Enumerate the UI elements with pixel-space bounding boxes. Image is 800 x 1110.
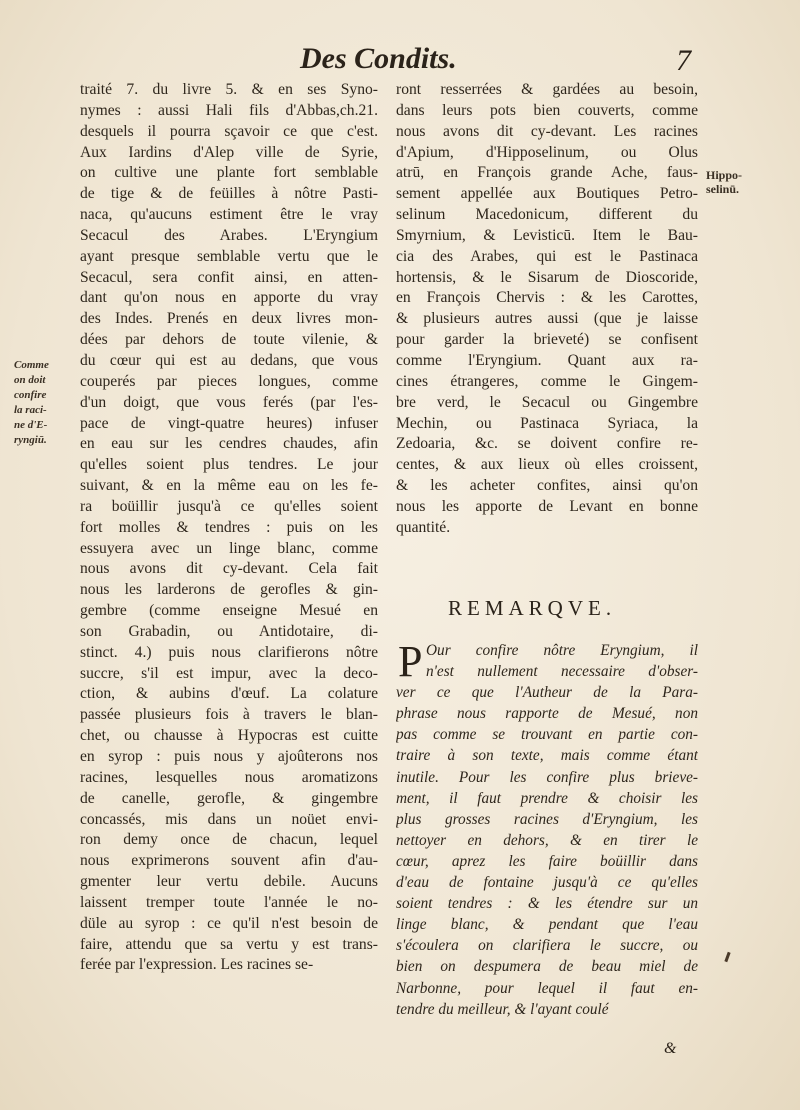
text-line: racines, lesquelles nous aromatizons bbox=[80, 768, 378, 786]
text-line: d'un doigt, que vous ferés (par l'es- bbox=[80, 393, 378, 411]
margin-note-line: on doit bbox=[14, 374, 46, 386]
text-line: des Indes. Prenés en deux livres mon- bbox=[80, 310, 378, 328]
text-line: nous exprimerons souvent afin d'au- bbox=[80, 852, 378, 870]
margin-note-line: selinū. bbox=[706, 182, 740, 196]
text-line: stinct. 4.) puis nous clarifierons nôtre bbox=[80, 643, 378, 661]
margin-note-left bbox=[14, 358, 74, 448]
text-line: couperés par pieces longues, comme bbox=[80, 372, 378, 390]
text-line: quantité. bbox=[396, 518, 451, 536]
remarque-line: d'eau de fontaine jusqu'à ce qu'elles bbox=[396, 874, 698, 892]
text-line: ction, & aubins d'œuf. La colature bbox=[80, 685, 378, 703]
text-line: de canelle, gerofle, & gingembre bbox=[80, 789, 378, 807]
text-line: desquels il pourra sçavoir ce que c'est. bbox=[80, 122, 378, 140]
remarque-line: ver ce que l'Autheur de la Para- bbox=[396, 684, 698, 702]
text-line: Zedoaria, &c. se doivent confire re- bbox=[396, 435, 698, 453]
text-line: fort molles & tendres : puis on les bbox=[80, 518, 378, 536]
text-line: traité 7. du livre 5. & en ses Syno- bbox=[80, 81, 378, 98]
remarque-line: soient tendres : & les étendre sur un bbox=[396, 895, 698, 913]
running-title: Des Condits. bbox=[300, 42, 457, 75]
text-line: nymes : aussi Hali fils d'Abbas,ch.21. bbox=[80, 101, 378, 119]
margin-note-line: ryngiū. bbox=[14, 434, 47, 446]
text-line: ron demy once de chacun, lequel bbox=[80, 831, 378, 849]
margin-note-line: ne d'E- bbox=[14, 419, 48, 431]
text-line: en eau sur les cendres chaudes, afin bbox=[80, 435, 378, 453]
text-line: pour garder la brieveté) se confisent bbox=[396, 331, 698, 349]
text-line: ayant presque semblable vertu que le bbox=[80, 247, 378, 265]
text-line: qu'elles soient plus tendres. Le jour bbox=[80, 456, 378, 474]
text-line: ferée par l'expression. Les racines se- bbox=[80, 956, 314, 974]
margin-note-line: confire bbox=[14, 389, 47, 401]
text-line: atrū, en François grande Ache, faus- bbox=[396, 164, 698, 182]
remarque-line: cœur, aprez les faire boüillir dans bbox=[396, 852, 698, 870]
text-line: cines étrangeres, comme le Gingem- bbox=[396, 372, 698, 390]
text-line: Aux Iardins d'Alep ville de Syrie, bbox=[80, 143, 378, 161]
text-line: de tige & de feüilles à nôtre Pasti- bbox=[80, 185, 378, 203]
text-line: dées par dehors de toute vilenie, & bbox=[80, 331, 378, 349]
remarque-line: plus grosses racines d'Eryngium, les bbox=[396, 810, 698, 828]
text-line: en François Chervis : & les Carottes, bbox=[396, 289, 698, 307]
remarque-line: phrase nous rapporte de Mesué, non bbox=[396, 705, 698, 723]
remarque-line: Narbonne, pour lequel il faut en- bbox=[396, 979, 698, 997]
text-line: du cœur qui est au dedans, que vous bbox=[80, 351, 378, 369]
text-line: Mechin, ou Pastinaca Syriaca, la bbox=[396, 414, 698, 432]
text-line: passée plusieurs fois à travers le blan- bbox=[80, 706, 378, 724]
text-line: Smyrnium, & Levisticū. Item le Bau- bbox=[396, 226, 698, 244]
text-line: comme l'Eryngium. Quant aux ra- bbox=[396, 351, 698, 369]
catchword: & bbox=[664, 1040, 677, 1057]
remarque-line: traire à son texte, mais comme étant bbox=[396, 747, 698, 765]
margin-note-right bbox=[706, 168, 776, 196]
margin-note-line: Comme bbox=[14, 359, 49, 371]
text-line: en syrop : puis nous y ajoûterons nos bbox=[80, 748, 378, 765]
text-line: Secacul, sera confit ainsi, en atten- bbox=[80, 268, 378, 286]
text-line: nous les apporte de Levant en bonne bbox=[396, 497, 698, 515]
right-text-column bbox=[396, 80, 698, 539]
text-line: düle au syrop : ce qu'il n'est besoin de bbox=[80, 914, 378, 932]
remarque-line: ment, il faut prendre & choisir les bbox=[396, 789, 698, 807]
text-line: nous avons dit cy-devant. Cela fait bbox=[80, 560, 378, 578]
remarque-line: inutile. Pour les confire plus brieve- bbox=[396, 768, 698, 786]
text-line: faire, attendu que sa vertu y est trans- bbox=[80, 935, 378, 953]
remarque-line: s'écoulera on clarifiera le succre, ou bbox=[396, 937, 698, 955]
text-line: suivant, & en la même eau on les fe- bbox=[80, 477, 378, 495]
text-line: ra boüillir jusqu'à ce qu'elles soient bbox=[80, 497, 378, 515]
left-text-column bbox=[80, 80, 378, 976]
text-line: chet, ou chausse à Hypocras est cuitte bbox=[80, 727, 378, 745]
text-line: pace de vingt-quatre heures) infuser bbox=[80, 414, 378, 432]
text-line: essuyera avec un linge blanc, comme bbox=[80, 539, 378, 557]
remarque-line: nettoyer en dehors, & en tirer le bbox=[396, 831, 698, 849]
text-line: hortensis, & le Sisarum de Dioscoride, bbox=[396, 268, 698, 286]
text-line: concassés, mis dans un noüet envi- bbox=[80, 810, 378, 828]
text-line: ront resserrées & gardées au besoin, bbox=[396, 81, 698, 98]
text-line: d'Apium, d'Hipposelinum, ou Olus bbox=[396, 143, 698, 161]
ink-mark bbox=[724, 952, 730, 962]
remarque-line: linge blanc, & pendant que l'eau bbox=[396, 916, 698, 934]
remarque-body bbox=[396, 637, 698, 1020]
remarque-heading: REMARQVE. bbox=[448, 596, 617, 620]
margin-note-line: Hippo- bbox=[706, 168, 743, 182]
page-number: 7 bbox=[676, 44, 691, 77]
remarque-line: tendre du meilleur, & l'ayant coulé bbox=[396, 1000, 609, 1018]
text-line: bre verd, le Secacul ou Gingembre bbox=[396, 393, 698, 411]
text-line: dans leurs pots bien couverts, comme bbox=[396, 101, 698, 119]
text-line: gembre (comme enseigne Mesué en bbox=[80, 602, 378, 620]
remarque-line: pas comme se trouvant en partie con- bbox=[396, 726, 698, 744]
text-line: gmenter leur vertu debile. Aucuns bbox=[80, 873, 378, 891]
remarque-line: Our confire nôtre Eryngium, il bbox=[426, 642, 698, 659]
text-line: sement appellée aux Boutiques Petro- bbox=[396, 185, 698, 203]
text-line: son Grabadin, ou Antidotaire, di- bbox=[80, 622, 378, 640]
drop-cap: P bbox=[398, 637, 423, 686]
remarque-line: n'est nullement necessaire d'obser- bbox=[426, 663, 698, 681]
margin-note-line: la raci- bbox=[14, 404, 47, 416]
text-line: dant qu'on nous en apporte du vray bbox=[80, 289, 378, 307]
remarque-line: bien on despumera de beau miel de bbox=[396, 958, 698, 976]
text-line: on cultive une plante fort semblable bbox=[80, 164, 378, 182]
text-line: nous les larderons de gerofles & gin- bbox=[80, 581, 378, 599]
text-line: & plusieurs autres aussi (que je laisse bbox=[396, 310, 698, 328]
text-line: & les acheter confites, ainsi qu'on bbox=[396, 477, 698, 495]
text-line: nous avons dit cy-devant. Les racines bbox=[396, 122, 698, 140]
text-line: succre, s'il est impur, avec la deco- bbox=[80, 664, 378, 682]
text-line: selinum Macedonicum, different du bbox=[396, 206, 698, 224]
text-line: laissent tremper toute l'année le no- bbox=[80, 893, 378, 911]
text-line: Secacul des Arabes. L'Eryngium bbox=[80, 226, 378, 244]
text-line: centes, & aux lieux où elles croissent, bbox=[396, 456, 698, 474]
text-line: naca, qu'aucuns estiment être le vray bbox=[80, 206, 378, 224]
text-line: cia des Arabes, qui est le Pastinaca bbox=[396, 247, 698, 265]
